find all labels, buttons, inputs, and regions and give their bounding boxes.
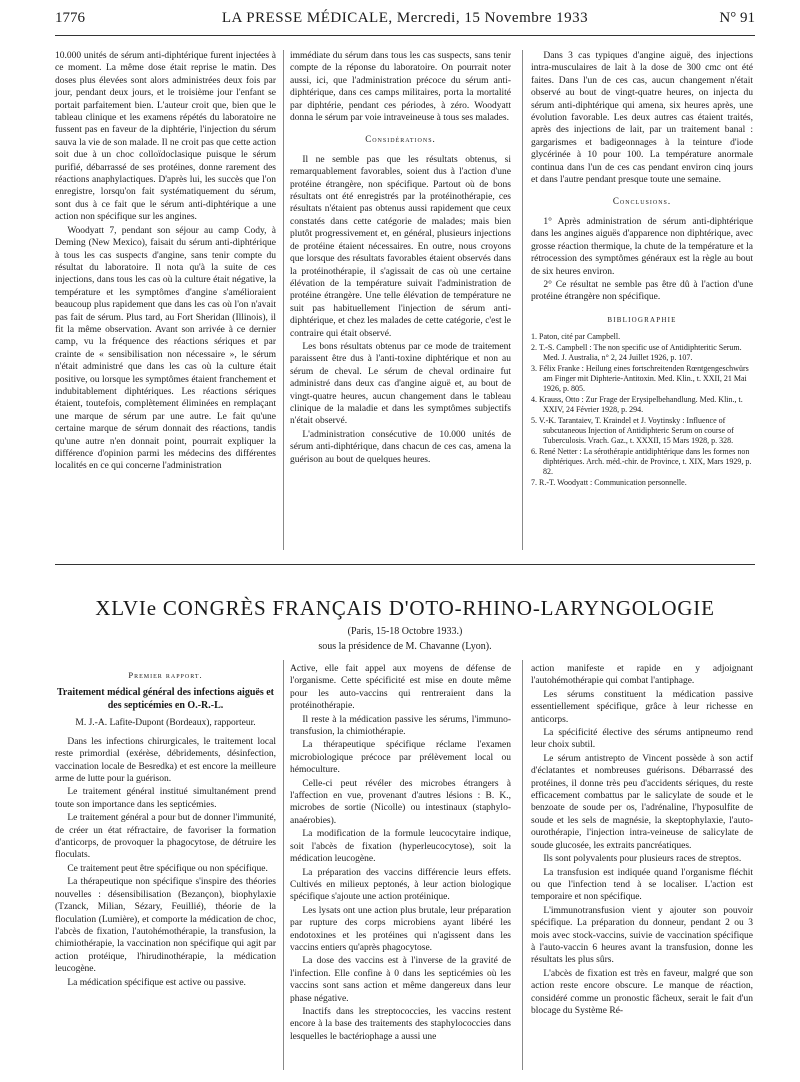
paragraph: La modification de la formule leucocytaire indique, soit l'abcès de fixation (hyperleucocytose), soit la médication leucogène. xyxy=(290,829,511,865)
paragraph: Ils sont polyvalents pour plusieurs races de streptos. xyxy=(543,854,742,865)
section-heading: Considérations. xyxy=(365,134,436,145)
column-rule xyxy=(522,50,523,550)
paragraph: La préparation des vaccins différencie leurs effets. Cultivés en milieux peptonés, à leur action biologique spécifique s'ajoute une action protéinique. xyxy=(290,867,511,903)
paragraph: La thérapeutique spécifique réclame l'examen microbiologique précoce par prélèvement local ou hémoculture. xyxy=(290,740,511,776)
bibliography-item: 3. Félix Franke : Heilung eines fortschreitenden Rœntgengeschwürs am Finger mit Diphterie-Antitoxin. Med. Klin., t. XXII, 21 Mai 1926, p. 805. xyxy=(531,364,749,394)
bottom-column-1 xyxy=(55,663,276,990)
paragraph: 2° Ce résultat ne semble pas être dû à l'action d'une protéine étrangère non spécifique. xyxy=(531,279,753,303)
paragraph: Les lysats ont une action plus brutale, leur préparation par rupture des corps microbiens ayant libéré les endotoxines et les protéines qui n'agissent dans les vaccins entiers qu'après phagocytose. xyxy=(290,905,511,953)
top-column-1 xyxy=(55,50,276,474)
page-number: 1776 xyxy=(55,10,85,26)
paragraph: Le traitement général institué simultanément prend toute son importance dans les septicémies. xyxy=(55,787,276,810)
top-column-2 xyxy=(290,50,511,467)
paragraph: Le traitement général a pour but de donner l'immunité, de créer un état réfractaire, de favoriser la formation d'anticorps, de provoquer la phagocytose, de détruire les floculats. xyxy=(55,813,276,861)
issue-number: N° 91 xyxy=(719,10,755,26)
bibliography-item: 4. Krauss, Otto : Zur Frage der Erysipelbehandlung. Med. Klin., t. XXIV, 24 Février 1928, p. 294. xyxy=(531,395,743,415)
column-rule xyxy=(283,50,284,550)
paragraph: 10.000 unités de sérum anti-diphtérique furent injectées à ce moment. La même dose était reprise le matin. Des doses plus élevées sont alors administrées deux fois par jour, pendant deux jours, et le troisième jour l'enfant se portait parfaitement bien. L'auteur croit que, bien que le tableau clinique et les examens répétés du laboratoire ne fussent pas en faveur de la diphtérie, l'injection du sérum sauva la vie de son malade. Il ne croit pas que cette action soit due à un choc colloïdoclasique puisque le sérum purifié, débarrassé de ses protéines, donne rarement des réactions anaphylactiques. D'après lui, les succès que l'on enregistre, lorsqu'on fait systématiquement du sérum, sont dus à ce fait que le sérum anti-diphtérique a une action non spécifique sur les angines. xyxy=(55,51,276,223)
paragraph: 1° Après administration de sérum anti-diphtérique dans les angines aiguës d'apparence non diphtérique, avec grosse réaction thermique, la chute de la température et la rétrocession des symptômes généraux est la règle au bout de six heures environ. xyxy=(531,216,753,277)
paragraph: Celle-ci peut révéler des microbes étrangers à l'affection en vue, provenant d'autres lésions : B. K., microbes de sortie (Nicolle) ou intestinaux (staphylo-anaérobies). xyxy=(290,778,511,826)
congress-header xyxy=(55,596,755,652)
congress-dates: (Paris, 15-18 Octobre 1933.) xyxy=(347,626,463,637)
report-heading: Premier rapport. xyxy=(128,670,203,680)
page-header xyxy=(55,10,755,36)
section-heading: Conclusions. xyxy=(612,196,672,207)
paragraph: L'administration consécutive de 10.000 unités de sérum anti-diphtérique, dans chacun de ces cas, amena la guérison au bout de quelques heures. xyxy=(290,429,511,465)
column-rule xyxy=(522,660,523,1070)
paragraph: Active, elle fait appel aux moyens de défense de l'organisme. Cette spécificité est mise en doute même pour les auto-vaccins qui rentreraient dans la protéinothérapie. xyxy=(290,664,511,712)
paragraph: Inactifs dans les streptococcies, les vaccins restent encore à la base des traitements des staphylococcies dans lesquelles le bactériophage a aussi une xyxy=(290,1006,511,1042)
bibliography-item: 1. Paton, cité par Campbell. xyxy=(531,332,621,342)
paragraph: immédiate du sérum dans tous les cas suspects, sans tenir compte de la réponse du laboratoire. On pourrait noter aussi, ici, que l'administration précoce du sérum anti-diphtérique, dans ces camps militaires, porta la mortalité par diphtérie, pendant ces périodes, à zéro. Woodyatt donna le sérum par voie intraveineuse à tous ses malades. xyxy=(290,51,511,124)
paragraph: La thérapeutique non spécifique s'inspire des théories nouvelles : désensibilisation (Bezançon), biophylaxie (Tzanck, Milian, Sézary, Feuillié), théorie de la floculation (Lumière), et comporte la médication de choc, l'abcès de fixation, l'autohémothérapie, la transfusion, la chimiothérapie, la vaccination non spécifique qui agit par action protéique, l'hirudinothérapie, la médication leucogène. xyxy=(55,877,276,975)
bibliography-item: 2. T.-S. Campbell : The non specific use of Antidiphteritic Serum. Med. J. Australia, n° 2, 24 Juillet 1926, p. 107. xyxy=(531,343,742,363)
bibliography-item: 6. René Netter : La sérothérapie antidiphtérique dans les formes non diphtériques. Arch. méd.-chir. de Province, t. XIX, Mars 1929, p. 82. xyxy=(531,447,752,477)
paragraph: La spécificité élective des sérums antipneumo rend leur choix subtil. xyxy=(531,728,753,751)
paragraph: L'immunotransfusion vient y ajouter son pouvoir spécifique. La préparation du donneur, pendant 2 ou 3 mois avec stock-vaccins, suivie de vaccination spécifique à l'auto-vaccin 6 heures avant la transfusion, donne les résultats les plus sûrs. xyxy=(531,905,753,966)
report-title: Traitement médical général des infections aiguës et des septicémies en O.-R.-L. xyxy=(57,687,274,711)
bibliography-item: 7. R.-T. Woodyatt : Communication personnelle. xyxy=(531,478,687,488)
journal-title: LA PRESSE MÉDICALE, Mercredi, 15 Novembre 1933 xyxy=(221,10,589,26)
report-author: M. J.-A. Lafite-Dupont (Bordeaux), rapporteur. xyxy=(75,718,256,729)
paragraph: La dose des vaccins est à l'inverse de la gravité de l'infection. Elle confine à 0 dans les septicémies où les vaccins sont sans action et même dangereux dans leur phase négative. xyxy=(290,956,511,1004)
paragraph: action manifeste et rapide en y adjoignant l'autohémothérapie qui combat l'antiphage. xyxy=(531,664,753,687)
congress-title: XLVIe CONGRÈS FRANÇAIS D'OTO-RHINO-LARYNGOLOGIE xyxy=(95,596,715,620)
paragraph: Ce traitement peut être spécifique ou non spécifique. xyxy=(67,863,268,874)
bibliography-heading: BIBLIOGRAPHIE xyxy=(607,315,677,324)
paragraph: Il ne semble pas que les résultats obtenus, si remarquablement favorables, soient dus à l'action d'une protéine étrangère, non spécifique. Partout où de bons résultats ont été enregistrés par la protéinothérapie, ces résultats n'étaient pas obtenus aussi rapidement que ceux constatés dans cette catégorie de malades; mais bien plutôt progressivement et, en général, plusieurs injections de protéine étaient nécessaires. En outre, nous croyons que lorsque des résultats favorables étaient observés dans la protéinothérapie, il s'agissait de cas où une certaine élévation de la température suivait l'administration de protéine étrangère. Une telle élévation de température ne suit pas habituellement l'injection de sérum anti-diphtérique, et chez les malades de cette catégorie, c'est le contraire qui était observé. xyxy=(290,154,511,339)
paragraph: Les sérums constituent la médication passive essentiellement spécifique, grâce à leur richesse en anticorps. xyxy=(531,689,753,725)
paragraph: Le sérum antistrepto de Vincent possède à son actif d'éclatantes et nombreuses guérisons. Débarrassé des protéines, il donne très peu d'accidents sériques, du reste efficacement combattus par le salicylate de soude et le benzoate de soude per os, l'adrénaline, l'hyposulfite de soude et les sels de magnésie, la skeptophylaxie, l'auto-ourothérapie, l'injection intra-veineuse de salicylate de soude glucosée, les extraits pancréatiques. xyxy=(531,753,753,851)
paragraph: Les bons résultats obtenus par ce mode de traitement paraissent être dus à l'anti-toxine diphtérique et non au sérum de cheval. Le sérum de cheval ordinaire fut administré dans deux cas d'angine aiguë et, au bout de vingt-quatre heures, aucun changement dans le tableau clinique de la maladie et dans les symptômes subjectifs n'était observé. xyxy=(290,341,511,427)
bottom-column-3 xyxy=(531,663,753,1018)
bibliography-list xyxy=(531,332,753,488)
paragraph: Dans 3 cas typiques d'angine aiguë, des injections intra-musculaires de lait à la dose de 300 cmc ont été faites. Dans l'un de ces cas, aucun changement n'était observé au bout de vingt-quatre heures, on injecta du sérum anti-diphtérique qui amena, six heures après, une évolution favorable. Les deux autres cas étaient traités, après des injections de lait, par un traitement banal : gargarismes et badigeonnages à la teinture d'iode glycérinée à 10 pour 100. La température anormale continua dans l'un de ces cas pendant environ cinq jours et dans l'autre pendant presque toute une semaine. xyxy=(531,51,753,186)
paragraph: Il reste à la médication passive les sérums, l'immuno-transfusion, la chimiothérapie. xyxy=(290,714,511,738)
paragraph: La transfusion est indiquée quand l'organisme fléchit ou que l'infection tend à se localiser. L'action est temporaire et non spécifique. xyxy=(531,867,753,903)
paragraph: L'abcès de fixation est très en faveur, malgré que son action reste encore obscure. Le manque de réaction, considéré comme un pronostic fâcheux, serait le fait d'un blocage du Système Ré- xyxy=(531,968,753,1016)
paragraph: Woodyatt 7, pendant son séjour au camp Cody, à Deming (New Mexico), faisait du sérum anti-diphtérique à tous les cas suspects d'angine, sans tenir compte du résultat du laboratoire. Il nota qu'à la suite de ces injections, dans tous les cas où la culture était négative, la température et les symptômes d'angine s'amélioraient beaucoup plus rapidement que dans les cas où l'on n'avait pas fait de sérum. Plus tard, au Fort Sheridan (Illinois), il fit la même observation. Avant son arrivée à ce dernier camp, vu la fréquence des réactions sériques et par crainte de « sensibilisation non nécessaire », le sérum n'était administré que dans les cas où la culture était positive, ou lorsque les symptômes étaient franchement et indubitablement diphtériques. Les réactions sériques étaient, toutefois, complètement éliminées en remplaçant une marque de sérum par une autre. Le fait qu'une certaine marque de sérum donnait des réactions, tandis qu'une autre n'en donnait point, pourrait expliquer la différence d'opinion parmi les médecins des différentes localités en ce qui concerne l'administration xyxy=(55,225,276,472)
bottom-column-2 xyxy=(290,663,511,1044)
bibliography-item: 5. V.-K. Tarantaiev, T. Kraindel et J. Voytinsky : Influence of subcutaneous Injection of Antidiphteric Serum on course of Tuberculosis. Vrach. Gaz., t. XXXII, 15 Mars 1928, p. 328. xyxy=(531,416,734,446)
section-divider xyxy=(55,564,755,565)
congress-presidence: sous la présidence de M. Chavanne (Lyon). xyxy=(318,641,492,652)
paragraph: La médication spécifique est active ou passive. xyxy=(67,977,246,988)
top-column-3 xyxy=(531,50,753,489)
paragraph: Dans les infections chirurgicales, le traitement local reste primordial (exérèse, débridements, désinfection, vaccination locale de Besredka) et est encore la meilleure arme de lutte pour la guérison. xyxy=(55,736,276,785)
column-rule xyxy=(283,660,284,1070)
